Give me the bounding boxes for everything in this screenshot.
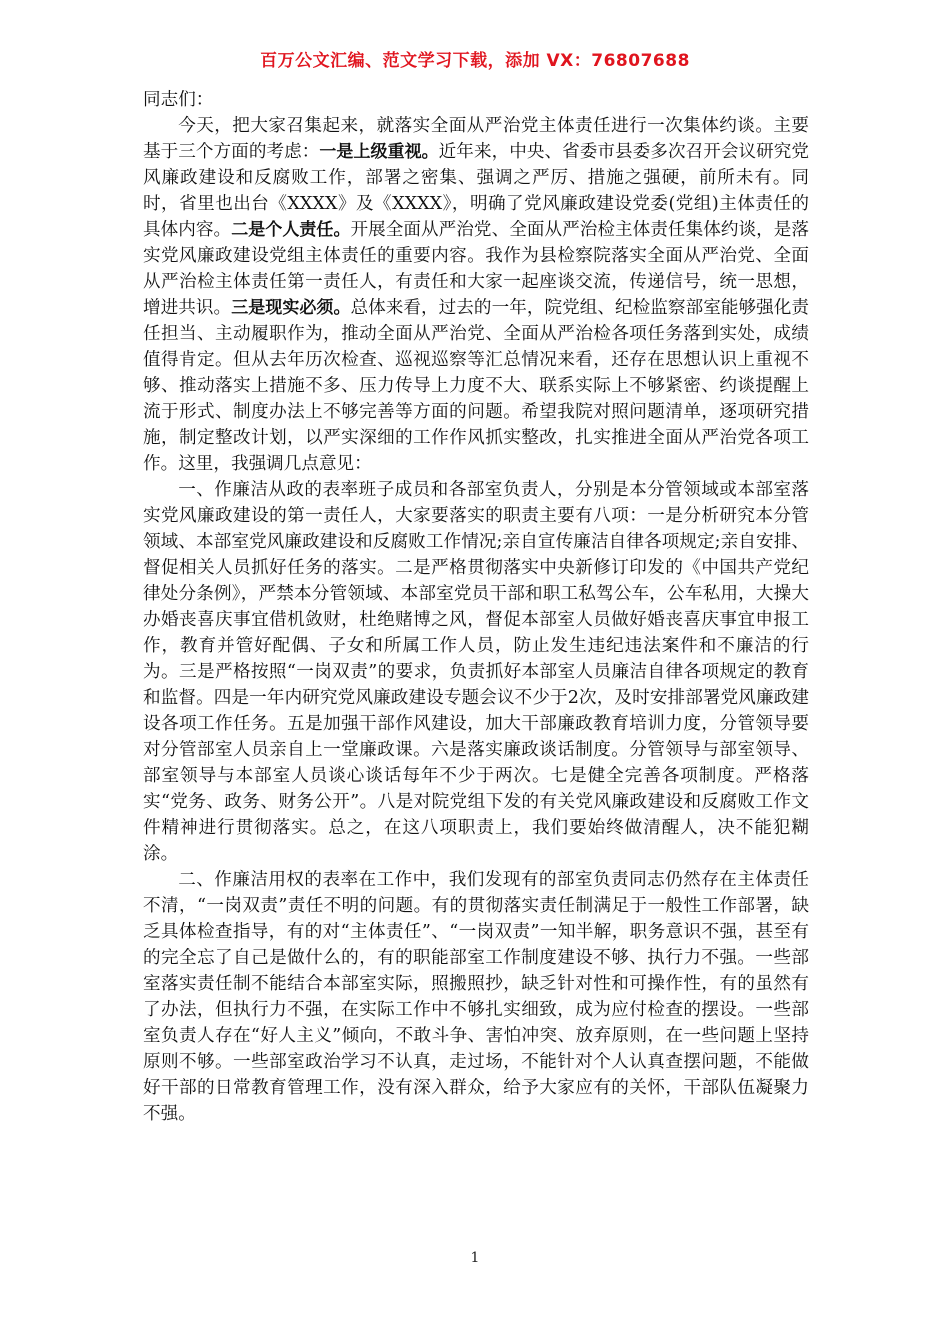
page-number: 1 [470, 1250, 480, 1266]
salutation: 同志们： [143, 90, 214, 110]
section-1-paragraph: 一、作廉洁从政的表率班子成员和各部室负责人，分别是本分管领域或本部室落实党风廉政建设的第一责任人，大家要落实的职责主要有八项：一是分析研究本分管领域、本部室党风廉政建设和反腐败工作情况;亲自宣传廉洁自律各项规定;亲自安排、督促相关人员抓好任务的落实。二是严格贯彻落实中央新修订印发的《中国共产党纪律处分条例》，严禁本分管领域、本部室党员干部和职工私驾公车，公车私用，大操大办婚丧喜庆事宜借机敛财，杜绝赌博之风，督促本部室人员做好婚丧喜庆事宜申报工作，教育并管好配偶、子女和所属工作人员，防止发生违纪违法案件和不廉洁的行为。三是严格按照“一岗双责”的要求，负责抓好本部室人员廉洁自律各项规定的教育和监督。四是一年内研究党风廉政建设专题会议不少于2次，及时安排部署党风廉政建设各项工作任务。五是加强干部作风建设，加大干部廉政教育培训力度，分管领导要对分管部室人员亲自上一堂廉政课。六是落实廉政谈话制度。分管领导与部室领导、部室领导与本部室人员谈心谈话每年不少于两次。七是健全完善各项制度。严格落实“党务、政务、财务公开”。八是对院党组下发的有关党风廉政建设和反腐败工作文件精神进行贯彻落实。总之，在这八项职责上，我们要始终做清醒人，决不能犯糊涂。 [143, 480, 809, 864]
intro-text-1: 今天，把大家召集起来，就落实全面从严治党主体责任进行一次集体约谈。主要基于三个方面的考虑： [143, 116, 809, 162]
intro-text-2: 近年来，中央、省委市县委多次召开会议研究党风廉政建设和反腐败工作，部署之密集、强调之严厉、措施之强硬，前所未有。同时，省里也出台《XXXX》及《XXXX》，明确了党风廉政建设党委(党组)主体责任的具体内容。 [143, 142, 809, 240]
intro-text-3: 开展全面从严治党、全面从严治检主体责任集体约谈，是落实党风廉政建设党组主体责任的重要内容。我作为县检察院落实全面从严治党、全面从严治检主体责任第一责任人，有责任和大家一起座谈交流，传递信号，统一思想，增进共识。 [143, 220, 809, 318]
document-body [143, 87, 809, 1127]
intro-point-3: 三是现实必须。 [231, 298, 351, 318]
intro-text-4: 总体来看，过去的一年，院党组、纪检监察部室能够强化责任担当、主动履职作为，推动全面从严治党、全面从严治检各项任务落到实处，成绩值得肯定。但从去年历次检查、巡视巡察等汇总情况来看，还存在思想认识上重视不够、推动落实上措施不多、压力传导上力度不大、联系实际上不够紧密、约谈提醒上流于形式、制度办法上不够完善等方面的问题。希望我院对照问题清单，逐项研究措施，制定整改计划，以严实深细的工作作风抓实整改，扎实推进全面从严治党各项工作。这里，我强调几点意见： [143, 298, 809, 474]
intro-paragraph [143, 113, 809, 477]
intro-point-1: 一是上级重视。 [319, 142, 439, 162]
intro-point-2: 二是个人责任。 [231, 220, 351, 240]
watermark-header: 百万公文汇编、范文学习下载，添加 VX：76807688 [260, 51, 690, 71]
section-2-paragraph: 二、作廉洁用权的表率在工作中，我们发现有的部室负责同志仍然存在主体责任不清，“一岗双责”责任不明的问题。有的贯彻落实责任制满足于一般性工作部署，缺乏具体检查指导，有的对“主体责任”、“一岗双责”一知半解，职务意识不强，甚至有的完全忘了自己是做什么的，有的职能部室工作制度建设不够、执行力不强。一些部室落实责任制不能结合本部室实际，照搬照抄，缺乏针对性和可操作性，有的虽然有了办法，但执行力不强，在实际工作中不够扎实细致，成为应付检查的摆设。一些部室负责人存在“好人主义”倾向，不敢斗争、害怕冲突、放弃原则，在一些问题上坚持原则不够。一些部室政治学习不认真，走过场，不能针对个人认真查摆问题，不能做好干部的日常教育管理工作，没有深入群众，给予大家应有的关怀，干部队伍凝聚力不强。 [143, 870, 809, 1124]
